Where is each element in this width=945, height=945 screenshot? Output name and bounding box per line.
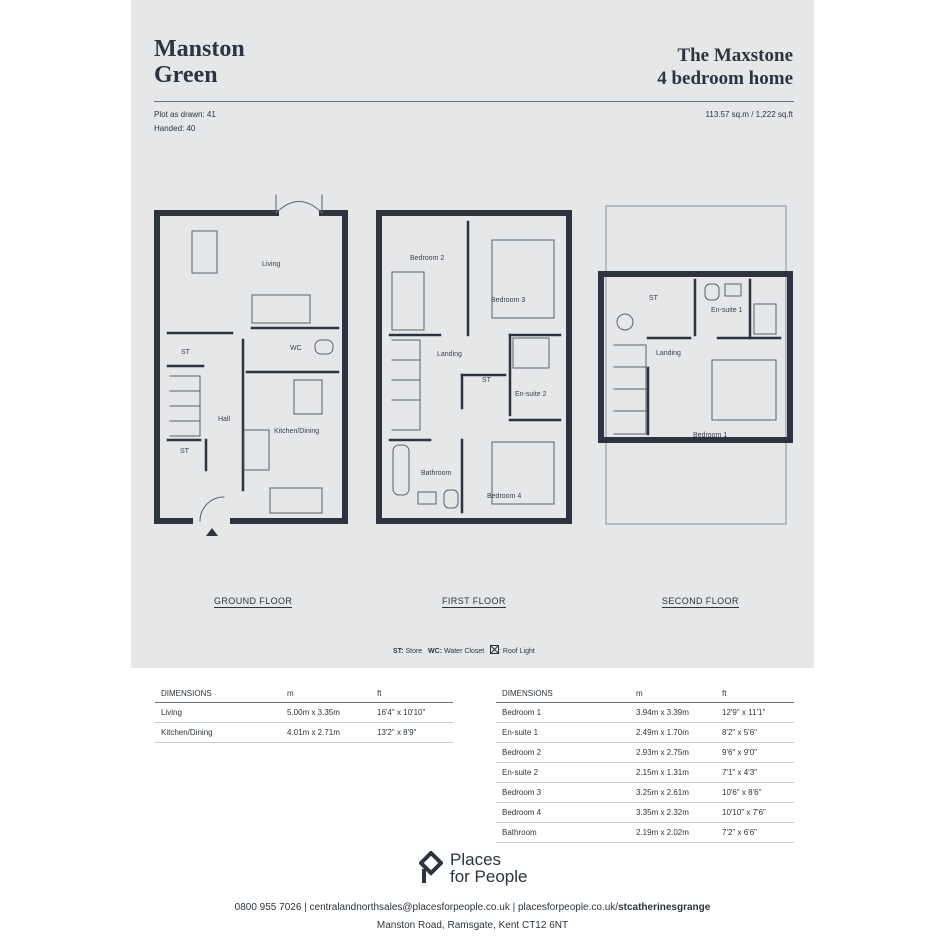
table-cell: 3.94m x 3.39m — [630, 703, 716, 723]
table-cell: En-suite 1 — [496, 723, 630, 743]
places-for-people-logo-icon — [419, 851, 443, 885]
table-cell: 9'6" x 9'0" — [716, 743, 794, 763]
table-cell: 7'2" x 6'6" — [716, 823, 794, 843]
house-type-line1: The Maxstone — [677, 45, 793, 66]
table-header-cell: m — [630, 685, 716, 703]
table-cell: 4.01m x 2.71m — [281, 723, 371, 743]
table-cell: Bedroom 1 — [496, 703, 630, 723]
second-floor-label: SECOND FLOOR — [662, 596, 739, 606]
table-cell: 5.00m x 3.35m — [281, 703, 371, 723]
first-floor-plan — [379, 213, 569, 521]
room-label: ST — [180, 448, 189, 455]
table-cell: 10'6" x 8'6" — [716, 783, 794, 803]
legend-roof-light-value: : Roof Light — [499, 648, 535, 655]
table-cell: 13'2" x 8'9" — [371, 723, 453, 743]
legend-st-key: ST: — [393, 648, 404, 655]
table-cell: 8'2" x 5'6" — [716, 723, 794, 743]
table-header-cell: DIMENSIONS — [155, 685, 281, 703]
table-row — [496, 743, 794, 763]
room-label: En-suite 1 — [711, 307, 743, 314]
legend — [393, 645, 535, 655]
table-cell: Bedroom 4 — [496, 803, 630, 823]
table-row — [496, 763, 794, 783]
brand-name-line1: Places — [450, 850, 502, 869]
table-cell: 2.15m x 1.31m — [630, 763, 716, 783]
room-label: Kitchen/Dining — [274, 428, 320, 435]
footer-contact — [0, 902, 945, 913]
table-row — [496, 823, 794, 843]
table-header-cell: m — [281, 685, 371, 703]
first-floor-inner-walls — [390, 222, 560, 512]
total-area: 113.57 sq.m / 1,222 sq.ft — [705, 110, 793, 119]
table-cell: 3.25m x 2.61m — [630, 783, 716, 803]
room-label: Bedroom 4 — [487, 493, 522, 500]
footer-separator: | — [304, 902, 307, 913]
table-header-row — [155, 685, 453, 703]
table-row — [496, 723, 794, 743]
table-cell: 2.19m x 2.02m — [630, 823, 716, 843]
table-header-cell: ft — [371, 685, 453, 703]
room-label: ST — [181, 349, 190, 356]
legend-st-value: Store — [405, 648, 423, 655]
dimensions-table-right — [496, 685, 794, 843]
table-cell: Living — [155, 703, 281, 723]
second-floor-inner-walls — [648, 280, 780, 434]
table-cell: Bathroom — [496, 823, 630, 843]
room-label: WC — [290, 345, 302, 352]
ground-floor-fixtures — [170, 195, 333, 521]
dimensions-table-left — [155, 685, 453, 743]
development-name-line1: Manston — [154, 36, 245, 62]
first-floor-label: FIRST FLOOR — [442, 596, 506, 606]
second-floor-plan — [601, 206, 790, 524]
table-row — [496, 703, 794, 723]
table-row — [496, 803, 794, 823]
development-name-line2: Green — [154, 62, 218, 88]
footer-email[interactable]: centralandnorthsales@placesforpeople.co.uk — [309, 902, 510, 913]
table-cell: 3.35m x 2.32m — [630, 803, 716, 823]
table-cell: En-suite 2 — [496, 763, 630, 783]
table-cell: 2.93m x 2.75m — [630, 743, 716, 763]
plot-as-drawn: Plot as drawn: 41 — [154, 110, 216, 119]
footer-url-bold: stcatherinesgrange — [618, 902, 711, 913]
legend-wc-value: Water Closet — [443, 648, 485, 655]
footer-url[interactable] — [518, 902, 710, 913]
footer-address: Manston Road, Ramsgate, Kent CT12 6NT — [376, 920, 569, 931]
room-label: Landing — [437, 351, 462, 358]
footer-phone[interactable]: 0800 955 7026 — [234, 902, 302, 913]
room-label: Bedroom 2 — [410, 255, 445, 262]
table-cell: Bedroom 2 — [496, 743, 630, 763]
table-header-row — [496, 685, 794, 703]
plot-handed: Handed: 40 — [154, 124, 196, 133]
footer-url-prefix: placesforpeople.co.uk/ — [518, 902, 619, 913]
table-cell: 2.49m x 1.70m — [630, 723, 716, 743]
roof-light-icon — [490, 645, 499, 654]
brand-name — [450, 851, 528, 885]
house-type-line2: 4 bedroom home — [657, 68, 793, 89]
legend-wc-key: WC: — [428, 648, 443, 655]
entrance-arrow-icon — [206, 528, 218, 536]
table-cell: 12'9" x 11'1" — [716, 703, 794, 723]
table-cell: Bedroom 3 — [496, 783, 630, 803]
table-cell: 10'10" x 7'6" — [716, 803, 794, 823]
table-cell: 16'4" x 10'10" — [371, 703, 453, 723]
table-header-cell: DIMENSIONS — [496, 685, 630, 703]
ground-floor-inner-walls — [168, 328, 338, 490]
room-label: ST — [649, 295, 658, 302]
room-label: Hall — [218, 416, 231, 423]
footer-separator: | — [512, 902, 516, 913]
room-label: Bathroom — [421, 470, 452, 477]
room-label: Bedroom 3 — [491, 297, 526, 304]
table-row — [155, 723, 453, 743]
table-cell: 7'1" x 4'3" — [716, 763, 794, 783]
room-label: ST — [482, 377, 491, 384]
table-cell: Kitchen/Dining — [155, 723, 281, 743]
room-label: Bedroom 1 — [693, 432, 728, 439]
room-label: Living — [262, 261, 281, 268]
table-row — [155, 703, 453, 723]
brand-name-line2: for People — [450, 867, 528, 886]
ground-floor-label: GROUND FLOOR — [214, 596, 293, 606]
room-label: En-suite 2 — [515, 391, 547, 398]
room-label: Landing — [656, 350, 681, 357]
table-row — [496, 783, 794, 803]
table-header-cell: ft — [716, 685, 794, 703]
